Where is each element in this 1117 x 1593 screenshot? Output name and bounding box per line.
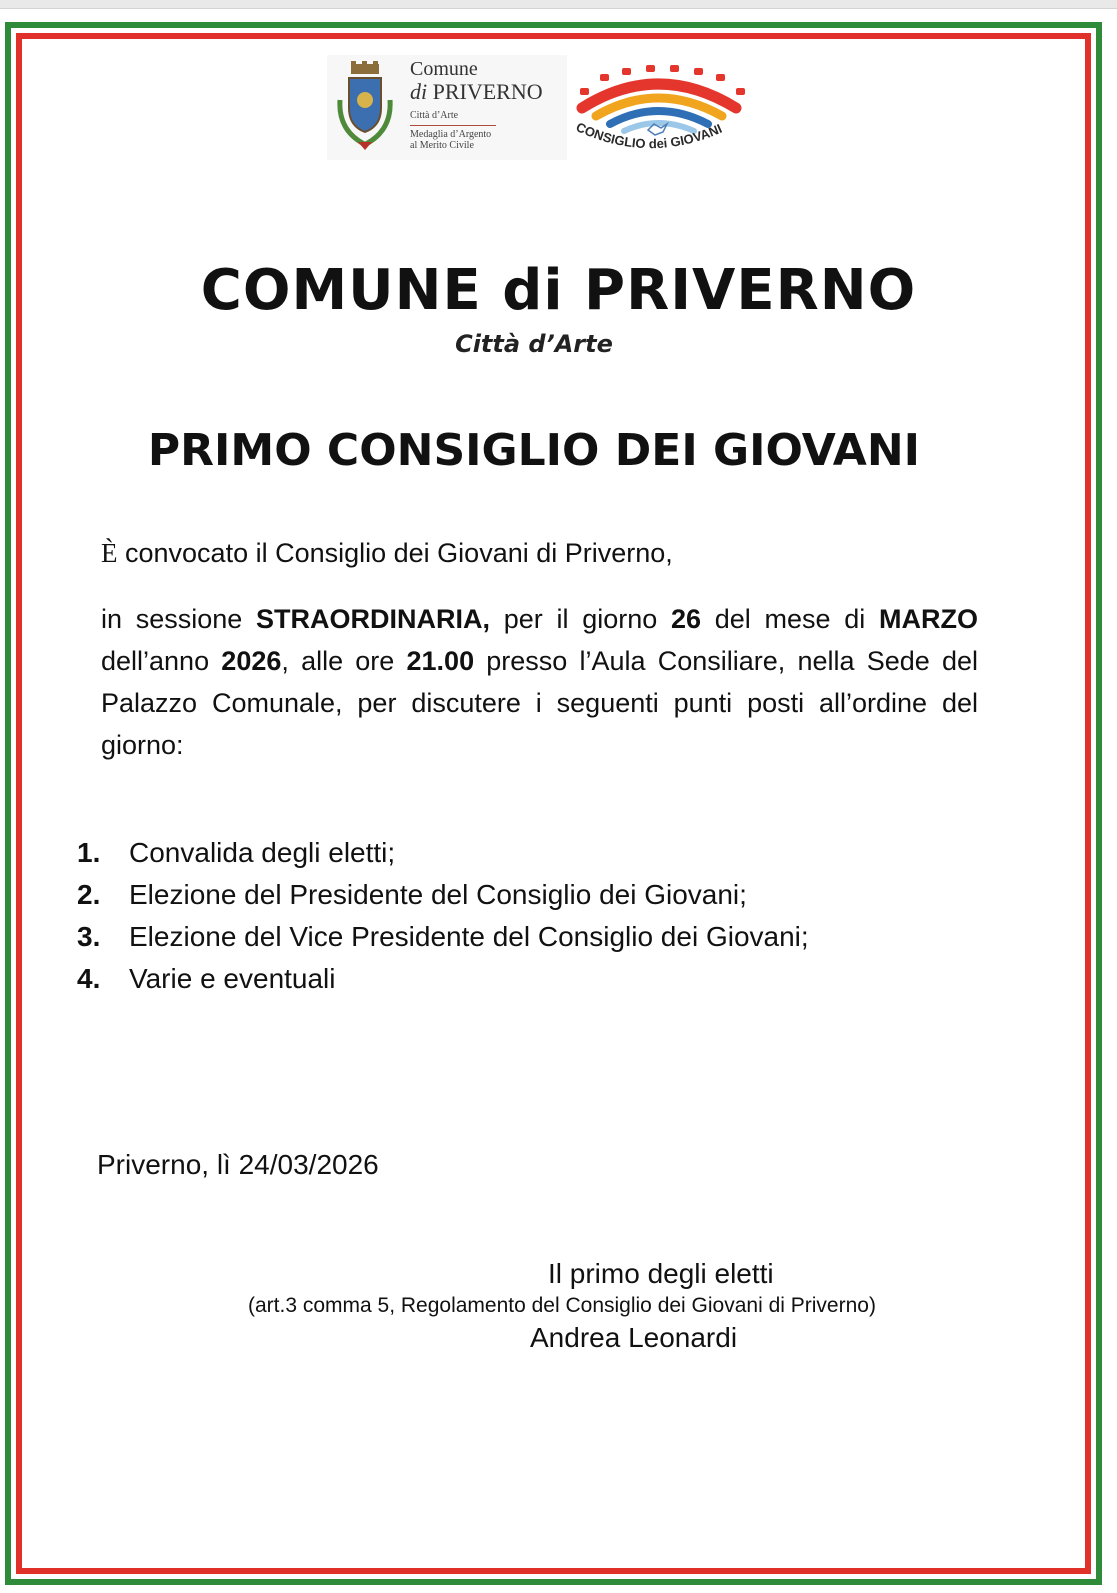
body-day: 26: [671, 604, 702, 634]
body-text-6: presso l’Aula Consiliare, nella Sede del Palazzo Comunale, per discutere i seguenti punti posti all’ordine del giorno:: [101, 646, 979, 760]
page-subtitle: Città d’Arte: [455, 330, 613, 358]
logo-name-label: PRIVERNO: [432, 79, 543, 104]
date-line: Priverno, lì 24/03/2026: [97, 1149, 379, 1180]
logo-dot: [716, 74, 725, 81]
agenda-number: 3.: [77, 921, 101, 952]
body-time: 21.00: [406, 646, 475, 676]
body-month: MARZO: [879, 604, 978, 634]
body-year: 2026: [221, 646, 282, 676]
agenda-number: 1.: [77, 837, 101, 868]
logo-tag-arte: Città d’Arte: [410, 110, 459, 121]
body-text-4: dell’anno: [101, 646, 222, 676]
signature-name: Andrea Leonardi: [530, 1322, 738, 1353]
logo-rule: [410, 125, 496, 126]
logo-dot: [600, 74, 609, 81]
body-text-2: per il giorno: [490, 604, 671, 634]
list-item: [77, 874, 809, 916]
logo-priverno-label: [410, 80, 543, 104]
logo-dot: [736, 88, 745, 95]
list-item: [77, 916, 809, 958]
agenda-text: Varie e eventuali: [129, 963, 336, 994]
logo-di-label: di: [410, 79, 428, 104]
logo-dot: [622, 68, 631, 75]
agenda-number: 2.: [77, 879, 101, 910]
agenda-list: [77, 832, 809, 1000]
body-text-3: del mese di: [701, 604, 880, 634]
body-text-5: , alle ore: [281, 646, 407, 676]
signature-role: Il primo degli eletti: [548, 1258, 774, 1289]
list-item: [77, 958, 809, 1000]
signature-reference: (art.3 comma 5, Regolamento del Consiglio dei Giovani di Priverno): [248, 1294, 876, 1317]
intro-line: [101, 538, 673, 569]
list-item: [77, 832, 809, 874]
agenda-text: Elezione del Presidente del Consiglio dei Giovani;: [129, 879, 747, 910]
intro-text: convocato il Consiglio dei Giovani di Priverno,: [117, 538, 673, 568]
convocation-paragraph: [101, 598, 978, 766]
body-session-type: STRAORDINARIA,: [256, 604, 491, 634]
logo-dot: [670, 65, 679, 72]
consiglio-giovani-logo: [570, 60, 750, 165]
notice-heading: PRIMO CONSIGLIO DEI GIOVANI: [147, 425, 921, 476]
logo-dot: [694, 68, 703, 75]
comune-logo-text: [410, 58, 543, 151]
logo-consiglio-label: CONSIGLIO dei GIOVANI: [573, 119, 725, 152]
top-bar: [0, 0, 1117, 9]
logo-dot: [646, 65, 655, 72]
logo-tag-medaglia: Medaglia d’Argento: [410, 129, 492, 140]
logo-tag-merito: al Merito Civile: [410, 140, 474, 151]
agenda-number: 4.: [77, 963, 101, 994]
logo-comune-label: Comune: [410, 58, 478, 80]
agenda-text: Convalida degli eletti;: [129, 837, 396, 868]
page-title: COMUNE di PRIVERNO: [200, 258, 917, 323]
intro-letter: È: [101, 538, 118, 568]
agenda-text: Elezione del Vice Presidente del Consiglio dei Giovani;: [129, 921, 809, 952]
logo-dot: [580, 88, 589, 95]
crest-icon: [334, 60, 396, 156]
body-text-1: in sessione: [101, 604, 257, 634]
